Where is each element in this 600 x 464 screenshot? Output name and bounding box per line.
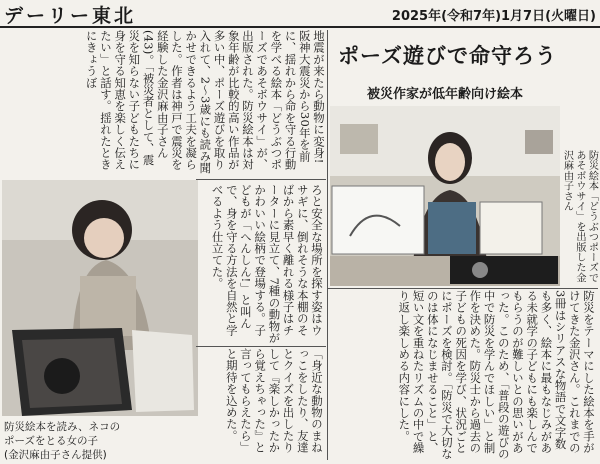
subhead: 被災作家が低年齢向け絵本 — [367, 87, 524, 102]
divider — [327, 30, 328, 460]
author-photo-illustration — [330, 106, 560, 286]
divider — [196, 179, 326, 180]
caption-line: あそボウサイ」を出版した金 — [574, 150, 585, 283]
caption-line: 沢麻由子さん — [561, 150, 573, 212]
paper-date: 2025年(令和7年)1月7日(火曜日) — [391, 9, 596, 24]
caption-line: 防災絵本を読み、ネコの — [4, 421, 121, 433]
child-photo-illustration — [2, 180, 198, 416]
author-photo — [330, 106, 560, 286]
caption-line: 防災絵本「どうぶつポーズで — [586, 150, 598, 283]
child-photo — [2, 180, 198, 416]
author-photo-caption — [560, 150, 598, 290]
article-column-2: ろと安全な場所を探す姿はウサギに、倒れそうな本棚のそばから素早く離れる様子はチーターに見立て、7種の動物がかわいい絵柄で登場する。子どもが「へんしん!」と叫んで、身を守る方法を自然と学べるよう仕立てた。 — [210, 184, 324, 344]
caption-line: (金沢麻由子さん提供) — [4, 449, 107, 461]
article-column-3: 防災をテーマにした絵本を手がけてきた金沢さん。これまでの3冊はシリアスな物語で文字数も多く、絵本に最もなじみがある未就学の子どもにも楽しんでもらうのが難しいとの思いがあった。このため、「普段の遊びの中で防災を学んでほしい」と制作を決めた。防災士から過去の子どもの死因を学び、状況ごとにポーズを検討。「防災で大切なのは体になじませること」と、短い文を重ねたリズムの中で繰り返し楽しめる内容にした。 — [397, 290, 596, 460]
article-column-4: 「身近な動物のまねっこをしたり、友達とクイズを出したりして『楽しかったから覚えちゃった』と言ってもらえたら」と期待を込めた。 — [224, 348, 324, 454]
paper-name: デーリー東北 — [4, 5, 137, 27]
article-column-1: 地震が来たら動物に変身!阪神大震災から30年を前に、揺れから命を守る行動を学べる絵本「どうぶつポーズであそボウサイ」が、出版された。防災絵本は対象年齢が比較的高い作品が多い中、ポーズ遊びを取り入れて、2〜3歳にも読み聞かせできるよう工夫を凝らした。作者は神戸で震災を経験した金沢麻由子さん(43)。「被災者として、震災を知らない子どもたちに身を守る知恵を楽しく伝えたい」と話す。揺れたときにきょうぼ — [84, 30, 326, 174]
divider — [328, 288, 598, 289]
divider — [196, 346, 326, 347]
caption-line: ポーズをとる女の子 — [4, 435, 98, 447]
headline: ポーズ遊びで命守ろう — [338, 44, 557, 68]
child-photo-caption — [4, 420, 194, 462]
masthead — [0, 0, 600, 28]
